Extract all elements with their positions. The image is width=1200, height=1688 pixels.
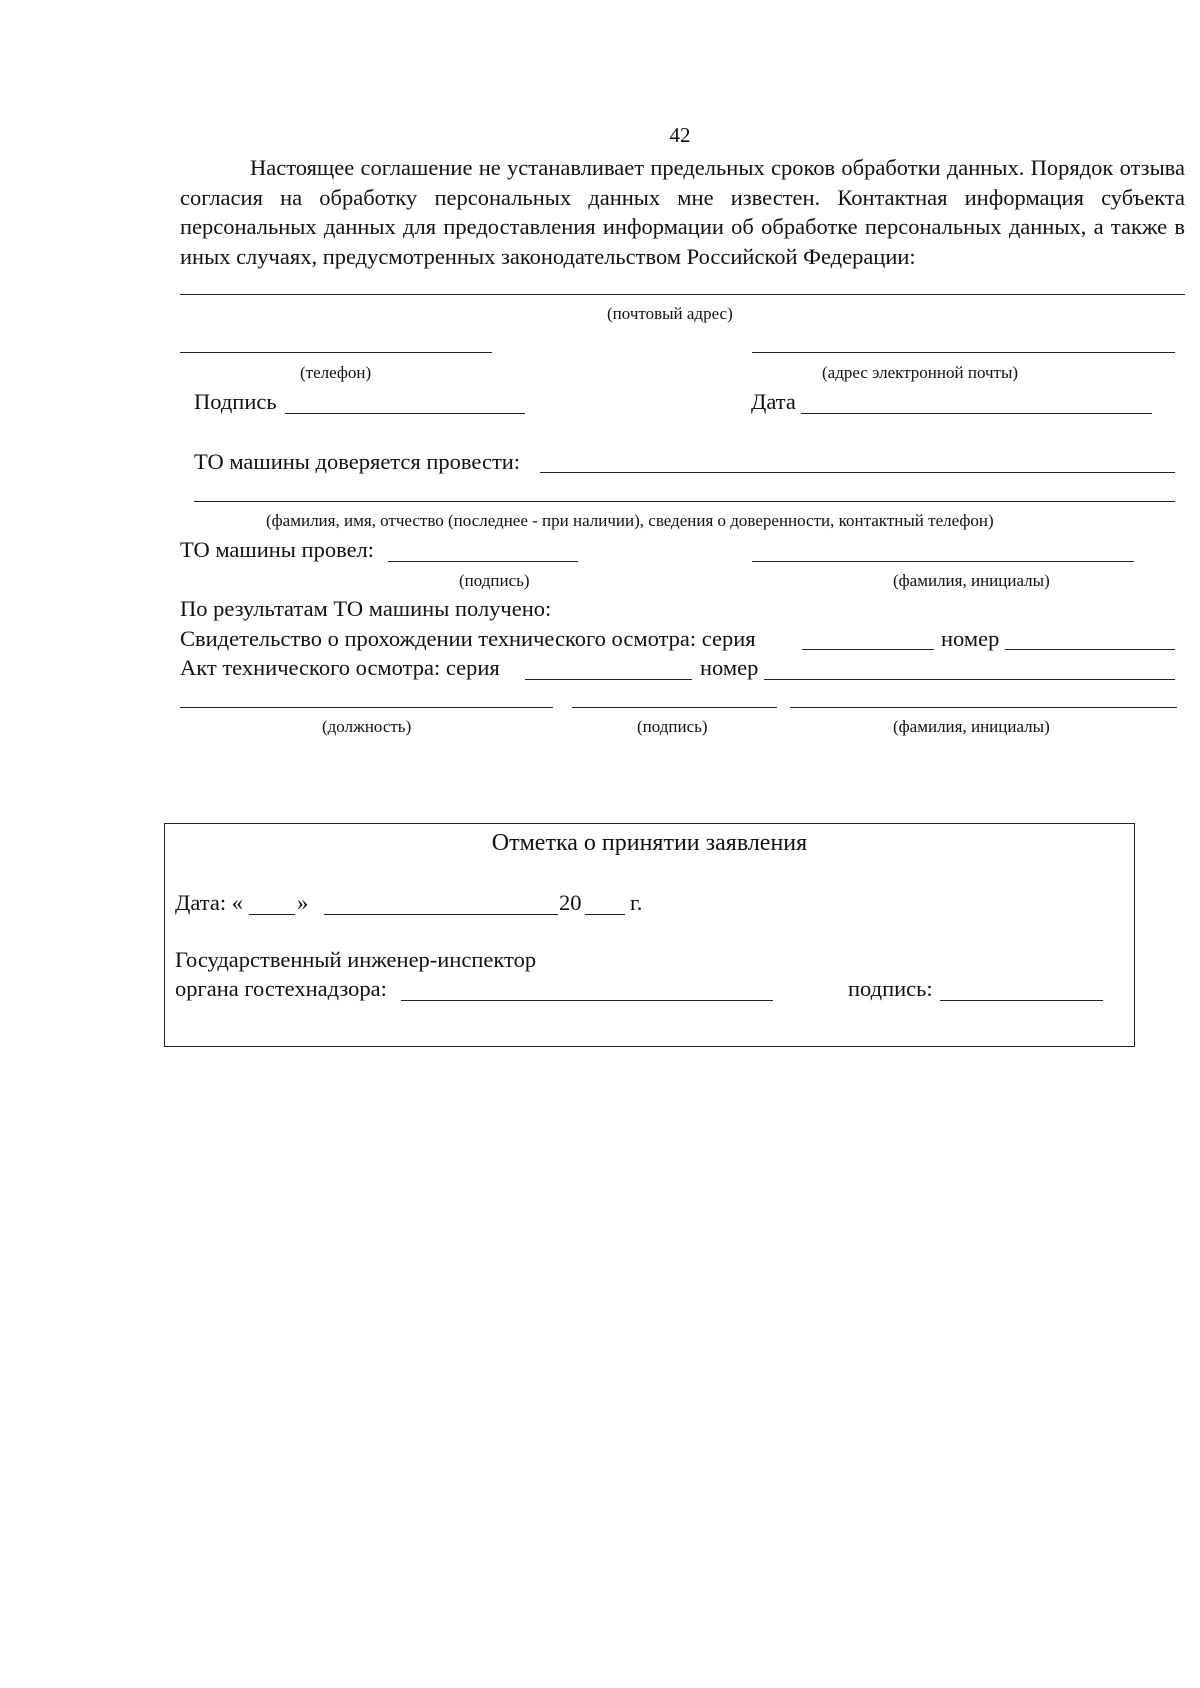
box-year-prefix: 20 <box>559 890 582 915</box>
act-label: Акт технического осмотра: серия <box>180 655 500 680</box>
box-inspector-line <box>401 1000 773 1001</box>
trustee-caption: (фамилия, имя, отчество (последнее - при наличии), сведения о доверенности, контактный телефон) <box>266 511 994 530</box>
acceptance-box <box>164 823 1135 1047</box>
results-label: По результатам ТО машины получено: <box>180 596 552 621</box>
position-caption: (должность) <box>322 717 412 736</box>
box-inspector-line1: Государственный инженер-инспектор <box>175 947 537 972</box>
act-number-label: номер <box>700 655 759 680</box>
date-line <box>801 413 1152 414</box>
name-initials-caption-2: (фамилия, инициалы) <box>893 717 1050 736</box>
box-date-quote-close: » <box>297 890 309 915</box>
email-caption: (адрес электронной почты) <box>822 363 1019 382</box>
paragraph-text: Настоящее соглашение не устанавливает предельных сроков обработки данных. Порядок отзыва согласия на обработку персональных данных мне известен. Контактная информация субъекта персональных данных для предоставления информации об обработке персональных данных, а также в иных случаях, предусмотренных законодательством Российской Федерации: <box>180 155 1185 269</box>
trustee-details-line <box>194 501 1175 502</box>
box-year-line <box>585 914 625 915</box>
postal-address-line <box>180 294 1185 295</box>
box-signature-line <box>940 1000 1103 1001</box>
acceptance-box-title: Отметка о принятии заявления <box>491 830 808 856</box>
page-number: 42 <box>669 123 691 147</box>
name-line-2 <box>790 707 1177 708</box>
position-line <box>180 707 553 708</box>
act-series-line <box>525 679 692 680</box>
phone-line <box>180 352 492 353</box>
signature-line-2 <box>572 707 777 708</box>
box-inspector-line2: органа гостехнадзора: <box>175 976 387 1001</box>
consent-paragraph <box>180 153 1185 271</box>
to-performed-signature-line <box>388 561 578 562</box>
box-date-prefix: Дата: « <box>175 890 243 915</box>
box-month-line <box>324 914 558 915</box>
act-number-line <box>764 679 1175 680</box>
date-label: Дата <box>751 389 796 414</box>
certificate-label: Свидетельство о прохождении технического осмотра: серия <box>180 626 756 651</box>
to-performed-name-line <box>752 561 1134 562</box>
signature-caption-1: (подпись) <box>459 571 530 590</box>
signature-line <box>285 413 525 414</box>
to-performed-label: ТО машины провел: <box>180 537 375 562</box>
signature-label: Подпись <box>194 389 277 414</box>
to-trusted-label: ТО машины доверяется провести: <box>194 449 521 474</box>
phone-caption: (телефон) <box>300 363 372 382</box>
postal-address-caption: (почтовый адрес) <box>607 304 733 323</box>
certificate-series-line <box>802 649 934 650</box>
box-day-line <box>249 914 295 915</box>
to-trusted-line <box>540 472 1175 473</box>
certificate-number-label: номер <box>941 626 1000 651</box>
name-initials-caption-1: (фамилия, инициалы) <box>893 571 1050 590</box>
email-line <box>752 352 1175 353</box>
certificate-number-line <box>1005 649 1175 650</box>
box-signature-label: подпись: <box>848 976 933 1001</box>
box-year-suffix: г. <box>630 890 643 915</box>
signature-caption-2: (подпись) <box>637 717 708 736</box>
